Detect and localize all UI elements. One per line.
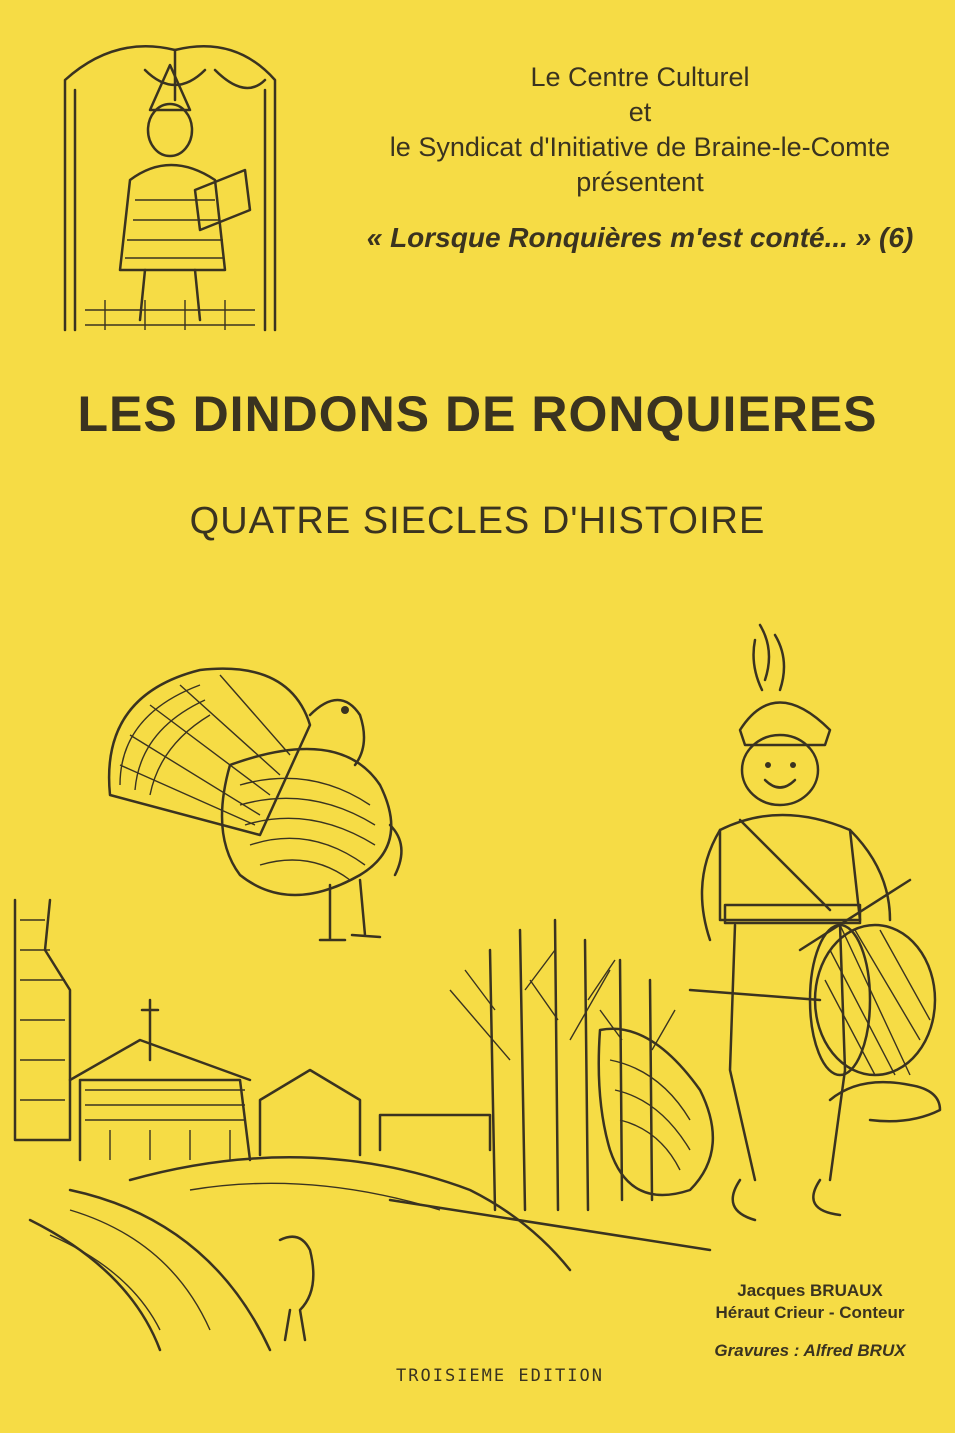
presenter-line-2: et xyxy=(628,97,652,127)
village-landscape-engraving xyxy=(10,890,750,1360)
author-name: Jacques BRUAUX xyxy=(737,1281,883,1300)
presenter-line-1: Le Centre Culturel xyxy=(530,62,750,92)
book-subtitle: QUATRE SIECLES D'HISTOIRE xyxy=(189,500,766,542)
presenter-line-3: le Syndicat d'Initiative de Braine-le-Comte xyxy=(389,132,891,162)
credits-block xyxy=(690,1280,930,1362)
book-title: LES DINDONS DE RONQUIERES xyxy=(77,386,878,442)
herald-engraving xyxy=(55,40,285,340)
presenter-line-4: présentent xyxy=(576,167,704,197)
presenter-block xyxy=(330,60,950,200)
author-role: Héraut Crieur - Conteur xyxy=(715,1303,905,1322)
series-title: « Lorsque Ronquières m'est conté... » (6) xyxy=(366,222,914,253)
edition-label: TROISIEME EDITION xyxy=(396,1366,604,1386)
engraver-credit: Gravures : Alfred BRUX xyxy=(714,1341,906,1360)
